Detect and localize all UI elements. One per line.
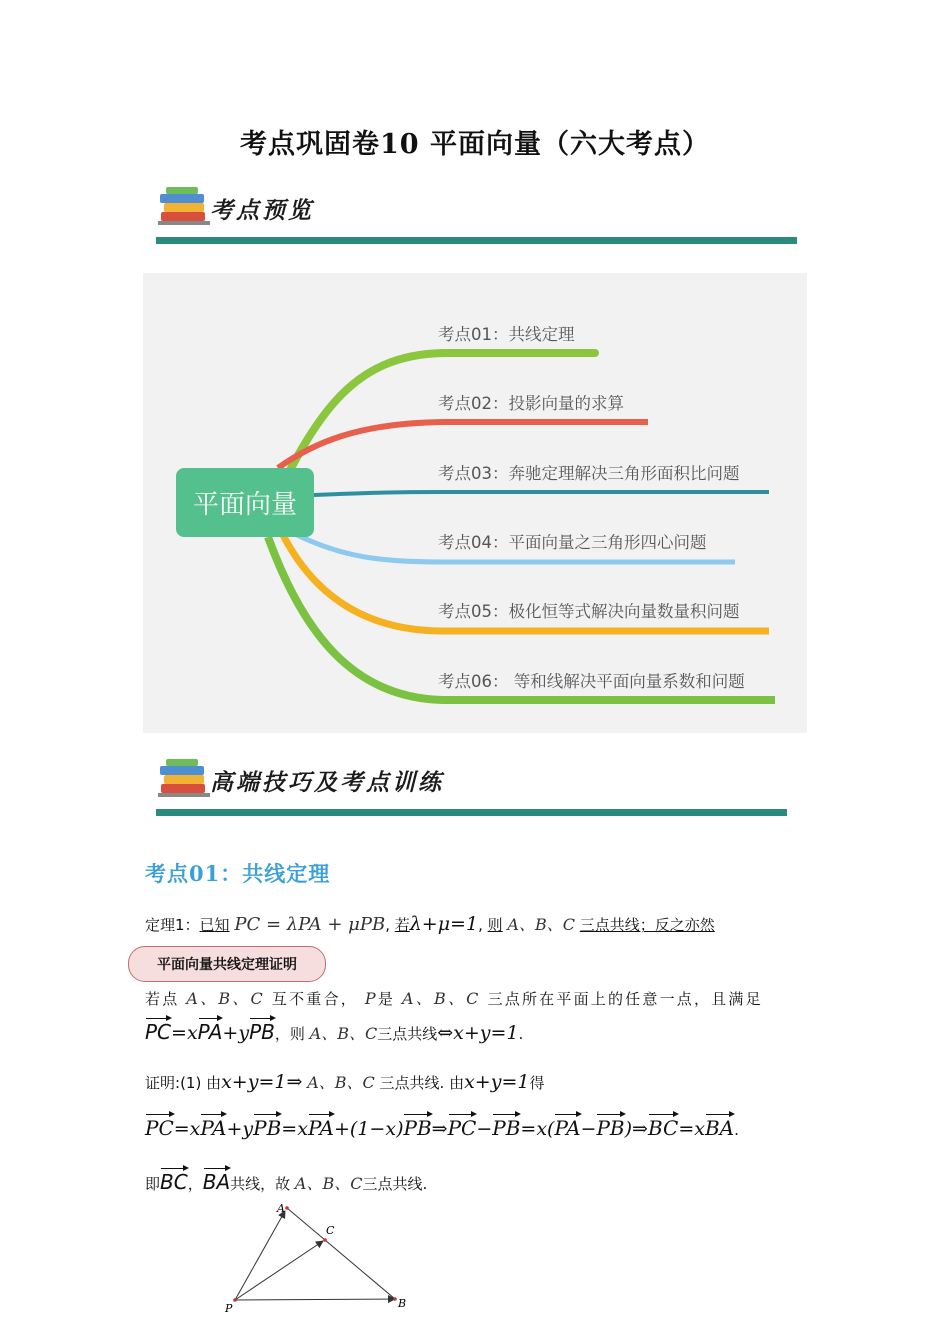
math-text: −: [580, 1118, 597, 1140]
branch-label-05: 考点05：极化恒等式解决向量数量积问题: [438, 602, 740, 621]
books-icon: [158, 758, 210, 800]
statement-line-1: [145, 986, 763, 1009]
topic-heading: 考点01：共线定理: [145, 861, 331, 886]
math-text: =x: [678, 1118, 705, 1140]
math-text: +y: [222, 1022, 250, 1044]
theorem-then: 则: [487, 916, 503, 934]
branch-label-02: 考点02：投影向量的求算: [438, 394, 624, 413]
vector-pc-line: [235, 1241, 323, 1300]
math-text: +y: [226, 1118, 254, 1140]
vector: PB: [403, 1116, 432, 1140]
theorem-condition: λ+μ=1: [409, 913, 479, 935]
vector: PC: [145, 1116, 174, 1140]
vector: PB: [596, 1116, 625, 1140]
condition: x+y=1: [221, 1071, 287, 1093]
statement-line-2: PC=xPA+yPB，则 A、B、C三点共线⇔x+y=1.: [145, 1020, 524, 1044]
text: 得: [529, 1074, 545, 1092]
text: 是: [377, 990, 396, 1008]
theorem-formula: PC = λPA + μPB: [234, 914, 386, 935]
theorem-known: 已知: [199, 916, 230, 934]
branch-label-03: 考点03：奔驰定理解决三角形面积比问题: [438, 464, 740, 483]
points: A、B、C: [402, 989, 481, 1008]
page-title: 考点巩固卷10 平面向量（六大考点）: [240, 129, 710, 160]
vector: BC: [160, 1170, 188, 1194]
proof-line-1: [145, 1070, 544, 1093]
math-text: −: [476, 1118, 493, 1140]
condition: x+y=1: [453, 1022, 519, 1044]
mindmap: [143, 273, 807, 733]
points: A、B、C: [307, 1073, 375, 1092]
label-b: B: [398, 1297, 407, 1310]
text: 即: [145, 1175, 161, 1193]
section-heading: 考点预览: [210, 197, 314, 224]
vector: PB: [253, 1116, 282, 1140]
math-text: ⇒: [431, 1118, 448, 1140]
condition: x+y=1: [464, 1071, 530, 1093]
points: A、B、C: [309, 1024, 378, 1043]
text: 三点共线: [377, 1025, 438, 1043]
vector-pa-line: [235, 1211, 285, 1300]
theorem-conclusion: 三点共线；反之亦然: [579, 916, 715, 934]
vector: PA: [307, 1116, 335, 1140]
theorem-if: 若: [394, 916, 410, 934]
theorem-line: 定理1：已知 PC = λPA + μPB, 若λ+μ=1, 则 A、B、C 三点共线；反之亦然: [145, 913, 715, 935]
text: 证明:: [145, 1074, 181, 1092]
vector: PA: [554, 1116, 581, 1140]
math-text: =x: [281, 1118, 308, 1140]
text: 三点所在平面上的任意一点，且满足: [487, 990, 763, 1008]
collinear-diagram: [215, 1198, 415, 1318]
proof-line-2: PC=xPA+yPB=xPA+(1−x)PB⇒PC−PB=x(PA−PB)⇒BC=xBA.: [145, 1116, 739, 1140]
label-c: C: [326, 1224, 335, 1237]
books-icon: [158, 186, 210, 228]
vector: BC: [647, 1116, 679, 1140]
text: ，则: [274, 1025, 305, 1043]
vector: PC: [447, 1116, 477, 1140]
mindmap-root: 平面向量: [176, 468, 314, 537]
vector-pb-line: [235, 1299, 395, 1300]
text: 若点: [145, 990, 180, 1008]
section-divider: [156, 809, 787, 816]
vector-pa: PA: [197, 1020, 223, 1044]
branch-line-03: [314, 492, 769, 495]
segment-ab: [287, 1208, 395, 1299]
text: (1) 由: [180, 1074, 222, 1092]
math-text: =x: [171, 1022, 198, 1044]
branch-label-01: 考点01：共线定理: [438, 325, 575, 344]
vector-pc: PC: [145, 1020, 172, 1044]
points: A、B、C: [186, 989, 265, 1008]
branch-label-04: 考点04：平面向量之三角形四心问题: [438, 533, 707, 552]
text: 共线，故: [230, 1175, 291, 1193]
vector: BA: [704, 1116, 735, 1140]
vector: PA: [200, 1116, 227, 1140]
theorem-prefix: 定理1：: [145, 916, 200, 934]
section-heading: 高端技巧及考点训练: [210, 769, 444, 796]
vector: BA: [202, 1170, 231, 1194]
proof-line-3: 即BC，BA共线，故 A、B、C三点共线.: [145, 1170, 428, 1194]
points: A、B、C: [294, 1174, 363, 1193]
implies-symbol: ⇒: [286, 1071, 303, 1093]
section-divider: [156, 237, 797, 244]
branch-label-06: 考点06： 等和线解决平面向量系数和问题: [438, 672, 745, 691]
math-text: =x(: [520, 1118, 555, 1140]
math-text: )⇒: [624, 1118, 648, 1140]
proof-badge: 平面向量共线定理证明: [128, 946, 326, 982]
iff-symbol: ⇔: [437, 1022, 454, 1044]
label-p: P: [225, 1302, 233, 1315]
points: A、B、C: [507, 915, 575, 934]
math-text: +(1−x): [334, 1118, 404, 1140]
vector-pb: PB: [249, 1020, 275, 1044]
label-a: A: [277, 1202, 285, 1215]
point-p: P: [364, 989, 378, 1008]
math-text: =x: [173, 1118, 201, 1140]
text: 三点共线. 由: [379, 1074, 465, 1092]
vector: PB: [492, 1116, 521, 1140]
text: 三点共线.: [362, 1175, 428, 1193]
text: 互不重合，: [271, 990, 358, 1008]
